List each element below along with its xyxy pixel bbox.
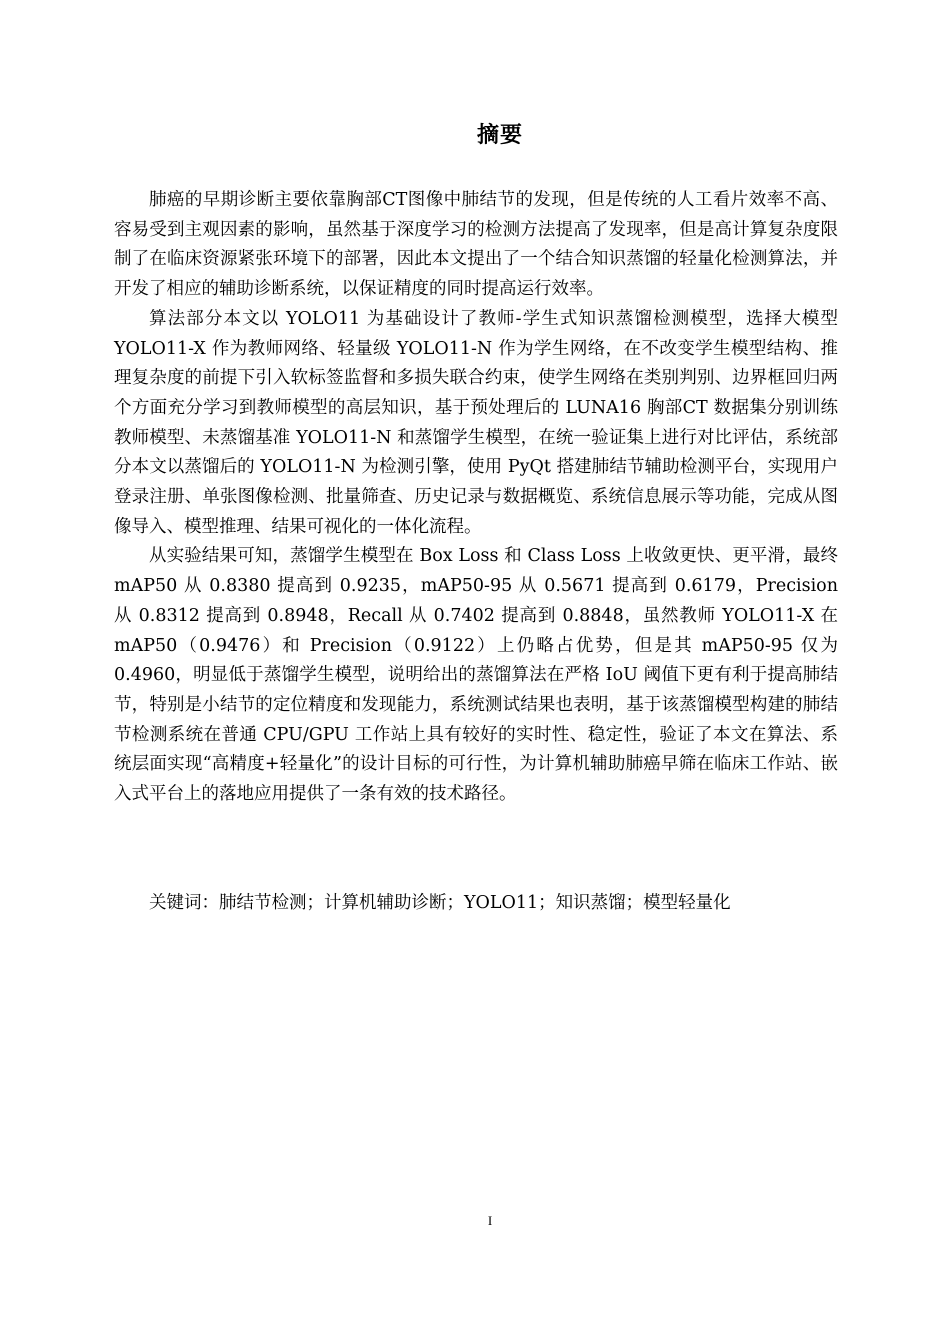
- abstract-paragraph-1: 肺癌的早期诊断主要依靠胸部CT图像中肺结节的发现，但是传统的人工看片效率不高、容易受到主观因素的影响，虽然基于深度学习的检测方法提高了发现率，但是高计算复杂度限制了在临床资源紧张环境下的部署，因此本文提出了一个结合知识蒸馏的轻量化检测算法，并开发了相应的辅助诊断系统，以保证精度的同时提高运行效率。: [114, 190, 838, 300]
- page-number: I: [487, 1213, 493, 1228]
- abstract-paragraph-3: 从实验结果可知，蒸馏学生模型在 Box Loss 和 Class Loss 上收敛更快、更平滑，最终 mAP50 从 0.8380 提高到 0.9235，mAP50-95 从 0.5671 提高到 0.6179，Precision 从 0.8312 提高到 0.8948，Recall 从 0.7402 提高到 0.8848，虽然教师 YOLO11-X 在 mAP50（0.9476）和 Precision（0.9122）上仍略占优势，但是其 mAP50-95 仅为 0.4960，明显低于蒸馏学生模型，说明给出的蒸馏算法在严格 IoU 阈值下更有利于提高肺结节，特别是小结节的定位精度和发现能力，系统测试结果也表明，基于该蒸馏模型构建的肺结节检测系统在普通 CPU/GPU 工作站上具有较好的实时性、稳定性，验证了本文在算法、系统层面实现“高精度+轻量化”的设计目标的可行性，为计算机辅助肺癌早筛在临床工作站、嵌入式平台上的落地应用提供了一条有效的技术路径。: [114, 546, 838, 805]
- abstract-body: [114, 186, 838, 810]
- abstract-title: 摘要: [476, 123, 523, 148]
- keywords-line: 关键词：肺结节检测；计算机辅助诊断；YOLO11；知识蒸馏；模型轻量化: [149, 893, 731, 913]
- abstract-paragraph-2: 算法部分本文以 YOLO11 为基础设计了教师-学生式知识蒸馏检测模型，选择大模型 YOLO11-X 作为教师网络、轻量级 YOLO11-N 作为学生网络，在不改变学生模型结构、推理复杂度的前提下引入软标签监督和多损失联合约束，使学生网络在类别判别、边界框回归两个方面充分学习到教师模型的高层知识，基于预处理后的 LUNA16 胸部CT 数据集分别训练教师模型、未蒸馏基准 YOLO11-N 和蒸馏学生模型，在统一验证集上进行对比评估，系统部分本文以蒸馏后的 YOLO11-N 为检测引擎，使用 PyQt 搭建肺结节辅助检测平台，实现用户登录注册、单张图像检测、批量筛查、历史记录与数据概览、系统信息展示等功能，完成从图像导入、模型推理、结果可视化的一体化流程。: [114, 308, 838, 537]
